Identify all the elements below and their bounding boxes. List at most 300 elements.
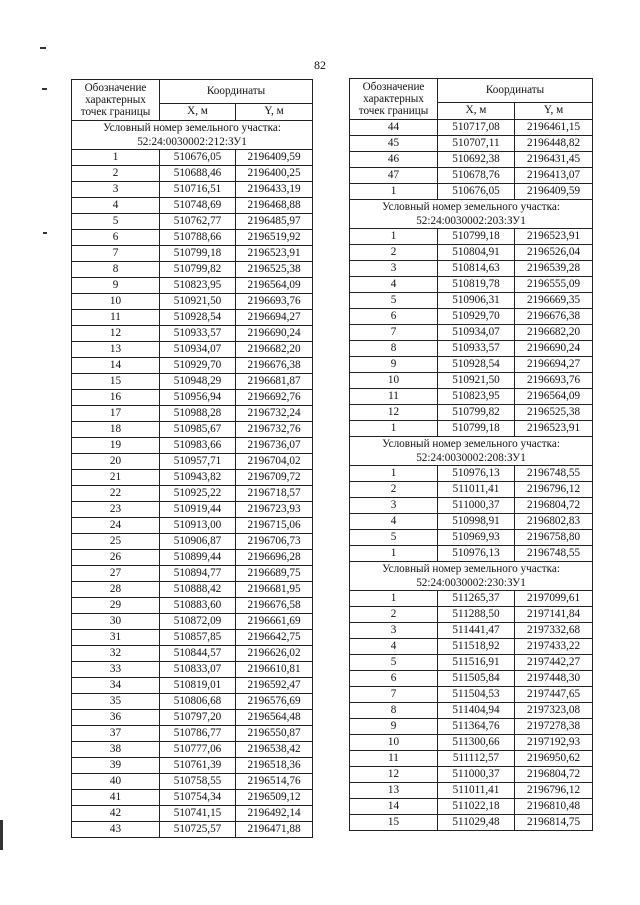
x-coordinate: 510894,77 bbox=[160, 566, 236, 582]
x-coordinate: 510969,93 bbox=[438, 530, 515, 546]
x-coordinate: 511518,92 bbox=[438, 639, 515, 655]
y-coordinate: 2197099,61 bbox=[515, 591, 593, 607]
x-coordinate: 511300,66 bbox=[438, 735, 515, 751]
point-number: 4 bbox=[350, 639, 438, 655]
point-number: 2 bbox=[350, 245, 438, 261]
table-row bbox=[350, 277, 593, 293]
point-number: 36 bbox=[72, 710, 160, 726]
y-coordinate: 2196610,81 bbox=[236, 662, 313, 678]
table-row bbox=[72, 774, 313, 790]
x-coordinate: 510799,18 bbox=[438, 229, 515, 245]
table-row bbox=[72, 822, 313, 838]
point-number: 44 bbox=[350, 120, 438, 136]
point-number: 2 bbox=[350, 482, 438, 498]
table-row bbox=[72, 390, 313, 406]
y-coordinate: 2196539,28 bbox=[515, 261, 593, 277]
parcel-number-label: Условный номер земельного участка: 52:24:0030002:208:ЗУ1 bbox=[350, 437, 593, 466]
x-coordinate: 510716,51 bbox=[160, 182, 236, 198]
table-row bbox=[350, 546, 593, 562]
table-row bbox=[350, 373, 593, 389]
y-coordinate: 2197447,65 bbox=[515, 687, 593, 703]
table-row bbox=[350, 591, 593, 607]
y-coordinate: 2196704,02 bbox=[236, 454, 313, 470]
point-number: 8 bbox=[72, 262, 160, 278]
y-coordinate: 2196564,09 bbox=[236, 278, 313, 294]
point-number: 39 bbox=[72, 758, 160, 774]
point-number: 47 bbox=[350, 168, 438, 184]
y-coordinate: 2196736,07 bbox=[236, 438, 313, 454]
left-table-body bbox=[72, 121, 313, 838]
point-number: 18 bbox=[72, 422, 160, 438]
header-x: X, м bbox=[160, 103, 236, 120]
y-coordinate: 2196514,76 bbox=[236, 774, 313, 790]
table-row bbox=[350, 261, 593, 277]
point-number: 3 bbox=[72, 182, 160, 198]
x-coordinate: 510741,15 bbox=[160, 806, 236, 822]
point-number: 43 bbox=[72, 822, 160, 838]
table-row bbox=[72, 166, 313, 182]
y-coordinate: 2196431,45 bbox=[515, 152, 593, 168]
x-coordinate: 510899,44 bbox=[160, 550, 236, 566]
y-coordinate: 2196723,93 bbox=[236, 502, 313, 518]
header-coordinates: Координаты bbox=[438, 79, 593, 103]
table-row bbox=[72, 326, 313, 342]
y-coordinate: 2196492,14 bbox=[236, 806, 313, 822]
y-coordinate: 2196804,72 bbox=[515, 767, 593, 783]
x-coordinate: 510983,66 bbox=[160, 438, 236, 454]
y-coordinate: 2196696,28 bbox=[236, 550, 313, 566]
x-coordinate: 510888,42 bbox=[160, 582, 236, 598]
y-coordinate: 2196564,09 bbox=[515, 389, 593, 405]
table-row bbox=[72, 502, 313, 518]
x-coordinate: 511265,37 bbox=[438, 591, 515, 607]
table-row bbox=[72, 246, 313, 262]
parcel-group-row bbox=[350, 437, 593, 466]
y-coordinate: 2196576,69 bbox=[236, 694, 313, 710]
header-y: Y, м bbox=[515, 102, 593, 119]
point-number: 9 bbox=[350, 719, 438, 735]
y-coordinate: 2196676,38 bbox=[236, 358, 313, 374]
y-coordinate: 2196433,19 bbox=[236, 182, 313, 198]
y-coordinate: 2196709,72 bbox=[236, 470, 313, 486]
point-number: 37 bbox=[72, 726, 160, 742]
y-coordinate: 2196468,88 bbox=[236, 198, 313, 214]
x-coordinate: 510943,82 bbox=[160, 470, 236, 486]
point-number: 19 bbox=[72, 438, 160, 454]
x-coordinate: 510976,13 bbox=[438, 466, 515, 482]
table-row bbox=[350, 735, 593, 751]
table-row bbox=[350, 136, 593, 152]
table-row bbox=[72, 678, 313, 694]
x-coordinate: 511404,94 bbox=[438, 703, 515, 719]
table-row bbox=[72, 310, 313, 326]
point-number: 10 bbox=[350, 735, 438, 751]
table-row bbox=[72, 198, 313, 214]
y-coordinate: 2196523,91 bbox=[515, 229, 593, 245]
y-coordinate: 2196400,25 bbox=[236, 166, 313, 182]
y-coordinate: 2196523,91 bbox=[236, 246, 313, 262]
table-row bbox=[72, 790, 313, 806]
x-coordinate: 510754,34 bbox=[160, 790, 236, 806]
y-coordinate: 2196694,27 bbox=[515, 357, 593, 373]
y-coordinate: 2196413,07 bbox=[515, 168, 593, 184]
point-number: 24 bbox=[72, 518, 160, 534]
y-coordinate: 2197323,08 bbox=[515, 703, 593, 719]
point-number: 1 bbox=[350, 591, 438, 607]
y-coordinate: 2196642,75 bbox=[236, 630, 313, 646]
table-row bbox=[72, 182, 313, 198]
x-coordinate: 510717,08 bbox=[438, 120, 515, 136]
point-number: 1 bbox=[350, 421, 438, 437]
point-number: 22 bbox=[72, 486, 160, 502]
x-coordinate: 511011,41 bbox=[438, 783, 515, 799]
point-number: 1 bbox=[350, 229, 438, 245]
y-coordinate: 2196471,88 bbox=[236, 822, 313, 838]
x-coordinate: 510823,95 bbox=[438, 389, 515, 405]
table-row bbox=[72, 278, 313, 294]
table-row bbox=[72, 486, 313, 502]
y-coordinate: 2196732,24 bbox=[236, 406, 313, 422]
point-number: 10 bbox=[350, 373, 438, 389]
point-number: 8 bbox=[350, 703, 438, 719]
table-row bbox=[72, 598, 313, 614]
x-coordinate: 511364,76 bbox=[438, 719, 515, 735]
x-coordinate: 510833,07 bbox=[160, 662, 236, 678]
x-coordinate: 510799,82 bbox=[438, 405, 515, 421]
point-number: 20 bbox=[72, 454, 160, 470]
x-coordinate: 510906,31 bbox=[438, 293, 515, 309]
x-coordinate: 510934,07 bbox=[160, 342, 236, 358]
y-coordinate: 2196804,72 bbox=[515, 498, 593, 514]
table-row bbox=[72, 566, 313, 582]
point-number: 1 bbox=[350, 546, 438, 562]
point-number: 12 bbox=[350, 767, 438, 783]
point-number: 1 bbox=[72, 150, 160, 166]
coordinates-table-right bbox=[349, 78, 593, 831]
point-number: 12 bbox=[72, 326, 160, 342]
x-coordinate: 510819,78 bbox=[438, 277, 515, 293]
x-coordinate: 510799,18 bbox=[438, 421, 515, 437]
x-coordinate: 510758,55 bbox=[160, 774, 236, 790]
y-coordinate: 2196669,35 bbox=[515, 293, 593, 309]
table-row bbox=[350, 719, 593, 735]
parcel-group-row bbox=[72, 121, 313, 150]
y-coordinate: 2196448,82 bbox=[515, 136, 593, 152]
point-number: 8 bbox=[350, 341, 438, 357]
point-number: 30 bbox=[72, 614, 160, 630]
table-row bbox=[350, 184, 593, 200]
coordinates-table-left bbox=[71, 79, 313, 838]
x-coordinate: 510777,06 bbox=[160, 742, 236, 758]
point-number: 4 bbox=[350, 277, 438, 293]
point-number: 13 bbox=[350, 783, 438, 799]
y-coordinate: 2197442,27 bbox=[515, 655, 593, 671]
point-number: 13 bbox=[72, 342, 160, 358]
point-number: 9 bbox=[350, 357, 438, 373]
point-number: 14 bbox=[72, 358, 160, 374]
y-coordinate: 2196538,42 bbox=[236, 742, 313, 758]
table-row bbox=[72, 614, 313, 630]
x-coordinate: 511504,53 bbox=[438, 687, 515, 703]
table-row bbox=[350, 325, 593, 341]
table-row bbox=[350, 687, 593, 703]
point-number: 2 bbox=[350, 607, 438, 623]
point-number: 5 bbox=[350, 293, 438, 309]
point-number: 34 bbox=[72, 678, 160, 694]
point-number: 10 bbox=[72, 294, 160, 310]
x-coordinate: 511505,84 bbox=[438, 671, 515, 687]
y-coordinate: 2196526,04 bbox=[515, 245, 593, 261]
x-coordinate: 510928,54 bbox=[438, 357, 515, 373]
table-row bbox=[350, 466, 593, 482]
y-coordinate: 2196485,97 bbox=[236, 214, 313, 230]
y-coordinate: 2196810,48 bbox=[515, 799, 593, 815]
x-coordinate: 510814,63 bbox=[438, 261, 515, 277]
table-row bbox=[72, 742, 313, 758]
x-coordinate: 510823,95 bbox=[160, 278, 236, 294]
y-coordinate: 2196519,92 bbox=[236, 230, 313, 246]
right-table-body bbox=[350, 120, 593, 831]
y-coordinate: 2197278,38 bbox=[515, 719, 593, 735]
x-coordinate: 510985,67 bbox=[160, 422, 236, 438]
y-coordinate: 2196748,55 bbox=[515, 546, 593, 562]
point-number: 4 bbox=[72, 198, 160, 214]
point-number: 15 bbox=[72, 374, 160, 390]
header-coordinates: Координаты bbox=[160, 80, 313, 104]
x-coordinate: 510676,05 bbox=[160, 150, 236, 166]
parcel-number-label: Условный номер земельного участка: 52:24:0030002:230:ЗУ1 bbox=[350, 562, 593, 591]
point-number: 14 bbox=[350, 799, 438, 815]
x-coordinate: 511112,57 bbox=[438, 751, 515, 767]
table-row bbox=[72, 806, 313, 822]
x-coordinate: 510844,57 bbox=[160, 646, 236, 662]
y-coordinate: 2196796,12 bbox=[515, 482, 593, 498]
point-number: 7 bbox=[350, 687, 438, 703]
y-coordinate: 2197141,84 bbox=[515, 607, 593, 623]
y-coordinate: 2196518,36 bbox=[236, 758, 313, 774]
point-number: 25 bbox=[72, 534, 160, 550]
x-coordinate: 510806,68 bbox=[160, 694, 236, 710]
x-coordinate: 510925,22 bbox=[160, 486, 236, 502]
table-row bbox=[350, 530, 593, 546]
table-row bbox=[72, 470, 313, 486]
point-number: 1 bbox=[350, 184, 438, 200]
point-number: 3 bbox=[350, 623, 438, 639]
x-coordinate: 510934,07 bbox=[438, 325, 515, 341]
table-row bbox=[350, 671, 593, 687]
table-row bbox=[350, 655, 593, 671]
table-row bbox=[72, 726, 313, 742]
table-row bbox=[350, 783, 593, 799]
y-coordinate: 2196732,76 bbox=[236, 422, 313, 438]
table-row bbox=[350, 120, 593, 136]
x-coordinate: 510948,29 bbox=[160, 374, 236, 390]
table-row bbox=[72, 358, 313, 374]
point-number: 7 bbox=[350, 325, 438, 341]
table-row bbox=[350, 623, 593, 639]
point-number: 5 bbox=[72, 214, 160, 230]
table-row bbox=[350, 357, 593, 373]
table-row bbox=[350, 767, 593, 783]
y-coordinate: 2196694,27 bbox=[236, 310, 313, 326]
parcel-group-row bbox=[350, 562, 593, 591]
table-row bbox=[72, 230, 313, 246]
table-row bbox=[72, 454, 313, 470]
point-number: 42 bbox=[72, 806, 160, 822]
y-coordinate: 2196950,62 bbox=[515, 751, 593, 767]
y-coordinate: 2196409,59 bbox=[236, 150, 313, 166]
y-coordinate: 2196682,20 bbox=[515, 325, 593, 341]
point-number: 35 bbox=[72, 694, 160, 710]
point-number: 21 bbox=[72, 470, 160, 486]
y-coordinate: 2197192,93 bbox=[515, 735, 593, 751]
y-coordinate: 2196690,24 bbox=[515, 341, 593, 357]
x-coordinate: 510988,28 bbox=[160, 406, 236, 422]
x-coordinate: 510933,57 bbox=[160, 326, 236, 342]
y-coordinate: 2196564,48 bbox=[236, 710, 313, 726]
table-row bbox=[72, 342, 313, 358]
y-coordinate: 2196692,76 bbox=[236, 390, 313, 406]
table-row bbox=[72, 438, 313, 454]
y-coordinate: 2196555,09 bbox=[515, 277, 593, 293]
y-coordinate: 2196681,87 bbox=[236, 374, 313, 390]
table-row bbox=[72, 646, 313, 662]
y-coordinate: 2196758,80 bbox=[515, 530, 593, 546]
page-number: 82 bbox=[314, 58, 326, 72]
y-coordinate: 2196626,02 bbox=[236, 646, 313, 662]
table-row bbox=[72, 150, 313, 166]
x-coordinate: 510929,70 bbox=[160, 358, 236, 374]
y-coordinate: 2196525,38 bbox=[515, 405, 593, 421]
point-number: 27 bbox=[72, 566, 160, 582]
table-row bbox=[72, 534, 313, 550]
y-coordinate: 2196748,55 bbox=[515, 466, 593, 482]
point-number: 4 bbox=[350, 514, 438, 530]
point-number: 15 bbox=[350, 815, 438, 831]
x-coordinate: 510976,13 bbox=[438, 546, 515, 562]
y-coordinate: 2196802,83 bbox=[515, 514, 593, 530]
point-number: 7 bbox=[72, 246, 160, 262]
point-number: 32 bbox=[72, 646, 160, 662]
table-row bbox=[72, 374, 313, 390]
x-coordinate: 510872,09 bbox=[160, 614, 236, 630]
x-coordinate: 510804,91 bbox=[438, 245, 515, 261]
point-number: 3 bbox=[350, 498, 438, 514]
table-row bbox=[350, 751, 593, 767]
parcel-number-label: Условный номер земельного участка: 52:24:0030002:203:ЗУ1 bbox=[350, 200, 593, 229]
y-coordinate: 2197332,68 bbox=[515, 623, 593, 639]
point-number: 46 bbox=[350, 152, 438, 168]
point-number: 11 bbox=[72, 310, 160, 326]
parcel-group-row bbox=[350, 200, 593, 229]
point-number: 33 bbox=[72, 662, 160, 678]
scan-mark bbox=[43, 232, 47, 234]
x-coordinate: 510956,94 bbox=[160, 390, 236, 406]
x-coordinate: 510761,39 bbox=[160, 758, 236, 774]
point-number: 38 bbox=[72, 742, 160, 758]
table-row bbox=[72, 422, 313, 438]
table-row bbox=[72, 582, 313, 598]
x-coordinate: 510748,69 bbox=[160, 198, 236, 214]
y-coordinate: 2196682,20 bbox=[236, 342, 313, 358]
header-point-designation: Обозначение характерных точек границы bbox=[72, 80, 160, 121]
y-coordinate: 2196690,24 bbox=[236, 326, 313, 342]
x-coordinate: 511000,37 bbox=[438, 767, 515, 783]
parcel-number-label: Условный номер земельного участка: 52:24:0030002:212:ЗУ1 bbox=[72, 121, 313, 150]
x-coordinate: 510819,01 bbox=[160, 678, 236, 694]
point-number: 6 bbox=[350, 309, 438, 325]
table-row bbox=[72, 758, 313, 774]
table-row bbox=[350, 152, 593, 168]
table-row bbox=[350, 309, 593, 325]
point-number: 2 bbox=[72, 166, 160, 182]
table-row bbox=[72, 694, 313, 710]
table-row bbox=[72, 518, 313, 534]
point-number: 9 bbox=[72, 278, 160, 294]
table-row bbox=[350, 799, 593, 815]
point-number: 5 bbox=[350, 530, 438, 546]
point-number: 6 bbox=[72, 230, 160, 246]
x-coordinate: 510676,05 bbox=[438, 184, 515, 200]
x-coordinate: 510913,00 bbox=[160, 518, 236, 534]
point-number: 31 bbox=[72, 630, 160, 646]
scan-mark bbox=[40, 47, 46, 49]
table-row bbox=[350, 639, 593, 655]
point-number: 1 bbox=[350, 466, 438, 482]
point-number: 11 bbox=[350, 751, 438, 767]
y-coordinate: 2196706,73 bbox=[236, 534, 313, 550]
table-row bbox=[350, 389, 593, 405]
y-coordinate: 2196661,69 bbox=[236, 614, 313, 630]
x-coordinate: 510688,46 bbox=[160, 166, 236, 182]
x-coordinate: 510928,54 bbox=[160, 310, 236, 326]
point-number: 6 bbox=[350, 671, 438, 687]
table-row bbox=[350, 703, 593, 719]
header-x: X, м bbox=[438, 102, 515, 119]
y-coordinate: 2196461,15 bbox=[515, 120, 593, 136]
x-coordinate: 511000,37 bbox=[438, 498, 515, 514]
x-coordinate: 510933,57 bbox=[438, 341, 515, 357]
table-row bbox=[350, 341, 593, 357]
header-point-designation: Обозначение характерных точек границы bbox=[350, 79, 438, 120]
y-coordinate: 2196693,76 bbox=[515, 373, 593, 389]
table-row bbox=[350, 607, 593, 623]
x-coordinate: 510883,60 bbox=[160, 598, 236, 614]
table-row bbox=[350, 293, 593, 309]
x-coordinate: 511022,18 bbox=[438, 799, 515, 815]
y-coordinate: 2196409,59 bbox=[515, 184, 593, 200]
x-coordinate: 510921,50 bbox=[438, 373, 515, 389]
x-coordinate: 510799,18 bbox=[160, 246, 236, 262]
x-coordinate: 510786,77 bbox=[160, 726, 236, 742]
point-number: 28 bbox=[72, 582, 160, 598]
table-row bbox=[350, 168, 593, 184]
x-coordinate: 510725,57 bbox=[160, 822, 236, 838]
x-coordinate: 511029,48 bbox=[438, 815, 515, 831]
y-coordinate: 2196676,38 bbox=[515, 309, 593, 325]
x-coordinate: 511441,47 bbox=[438, 623, 515, 639]
table-row bbox=[350, 514, 593, 530]
y-coordinate: 2197448,30 bbox=[515, 671, 593, 687]
table-row bbox=[72, 262, 313, 278]
y-coordinate: 2196718,57 bbox=[236, 486, 313, 502]
y-coordinate: 2196693,76 bbox=[236, 294, 313, 310]
x-coordinate: 510957,71 bbox=[160, 454, 236, 470]
x-coordinate: 510788,66 bbox=[160, 230, 236, 246]
point-number: 26 bbox=[72, 550, 160, 566]
x-coordinate: 510762,77 bbox=[160, 214, 236, 230]
x-coordinate: 510797,20 bbox=[160, 710, 236, 726]
